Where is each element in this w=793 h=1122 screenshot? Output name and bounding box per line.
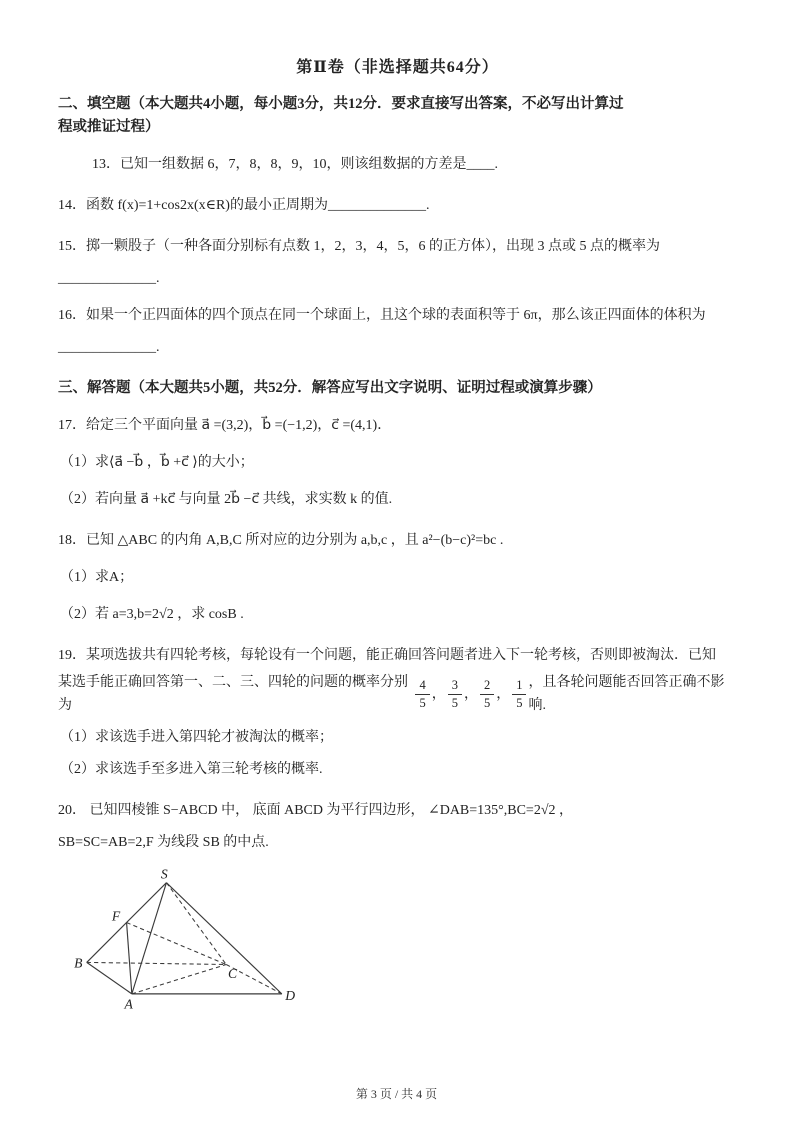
- question-20-stem-line2: SB=SC=AB=2,F 为线段 SB 的中点.: [58, 835, 269, 850]
- question-19-stem-line2: [58, 671, 737, 717]
- q19-prefix: 某选手能正确回答第一、二、三、四轮的问题的概率分别为: [58, 675, 408, 713]
- question-17-part2: （2）若向量 a⃗ +kc⃗ 与向量 2b⃗ −c⃗ 共线，求实数 k 的值.: [60, 492, 393, 507]
- fraction-3-denominator: 5: [483, 695, 491, 710]
- vertex-label-s: S: [160, 868, 168, 882]
- page-footer: 第 3 页 / 共 4 页: [355, 1087, 438, 1101]
- question-16-text: 16．如果一个正四面体的四个顶点在同一个球面上，且这个球的表面积等于 6π，那么该正四面体的体积为: [58, 308, 706, 323]
- fraction-separator-2: ，: [463, 686, 478, 702]
- question-18-stem: 18．已知 △ABC 的内角 A,B,C 所对应的边分别为 a,b,c ，且 a²−(b−c)²=bc .: [58, 533, 504, 548]
- fraction-1-denominator: 5: [419, 695, 426, 710]
- vertex-label-d: D: [285, 988, 296, 1004]
- edge-ba: [87, 962, 132, 993]
- vertex-label-c: C: [227, 966, 238, 982]
- section2-heading-line2: 程或推证过程）: [58, 119, 160, 135]
- pyramid-figure: [74, 868, 334, 1023]
- question-18-part1: （1）求A；: [60, 570, 134, 585]
- question-16-blank: ______________.: [58, 340, 160, 355]
- question-15-text: 15．掷一颗股子（一种各面分别标有点数 1，2，3，4，5，6 的正方体），出现 3 点或 5 点的概率为: [58, 239, 660, 254]
- section3-heading: 三、解答题（本大题共5小题，共52分．解答应写出文字说明、证明过程或演算步骤）: [58, 380, 602, 396]
- fraction-4: [512, 678, 526, 710]
- question-17-stem: 17．给定三个平面向量 a⃗ =(3,2)，b⃗ =(−1,2)，c⃗ =(4,1)．: [58, 418, 392, 433]
- question-13: 13．已知一组数据 6，7，8，8，9，10，则该组数据的方差是____.: [92, 157, 498, 172]
- question-15-blank: ______________.: [58, 271, 160, 286]
- fraction-3: [480, 678, 494, 710]
- fraction-separator-1: ，: [431, 686, 446, 702]
- question-18-part2: （2）若 a=3,b=2√2 ，求 cosB .: [60, 607, 244, 622]
- edge-bc-dashed: [87, 962, 227, 964]
- fraction-3-numerator: 2: [480, 678, 494, 694]
- fraction-4-numerator: 1: [512, 678, 526, 694]
- question-19-part2: （2）求该选手至多进入第三轮考核的概率.: [60, 762, 323, 777]
- fraction-4-denominator: 5: [516, 695, 523, 710]
- fraction-2: [448, 678, 462, 710]
- edge-ac-dashed: [132, 965, 226, 994]
- vertex-label-b: B: [74, 955, 83, 971]
- fraction-1-numerator: 4: [415, 678, 429, 694]
- question-17-part1: （1）求⟨a⃗ −b⃗ ，b⃗ +c⃗ ⟩的大小；: [60, 455, 254, 470]
- fraction-2-numerator: 3: [448, 678, 462, 694]
- vertex-label-a: A: [124, 996, 133, 1012]
- question-19-stem-line1: 19．某项选拔共有四轮考核，每轮设有一个问题，能正确回答问题者进入下一轮考核，否则即被淘汰．已知: [58, 648, 716, 663]
- edge-af: [127, 923, 132, 994]
- q19-suffix: ，且各轮问题能否回答正确不影响.: [528, 675, 725, 713]
- question-14: 14．函数 f(x)=1+cos2x(x∈R)的最小正周期为______________.: [58, 198, 430, 213]
- vertex-label-f: F: [111, 908, 121, 924]
- question-19-part1: （1）求该选手进入第四轮才被淘汰的概率；: [60, 730, 333, 745]
- pyramid-svg: [74, 868, 326, 1018]
- section2-heading-line1: 二、填空题（本大题共4小题，每小题3分，共12分．要求直接写出答案，不必写出计算过: [58, 96, 624, 112]
- fraction-1: [415, 678, 429, 710]
- fraction-2-denominator: 5: [451, 695, 458, 710]
- question-20-stem-line1: 20． 已知四棱锥 S−ABCD 中， 底面 ABCD 为平行四边形， ∠DAB=135°,BC=2√2 ，: [58, 803, 574, 818]
- paper-title: 第Ⅱ卷（非选择题共64分）: [296, 59, 499, 76]
- fraction-separator-3: ，: [496, 686, 511, 702]
